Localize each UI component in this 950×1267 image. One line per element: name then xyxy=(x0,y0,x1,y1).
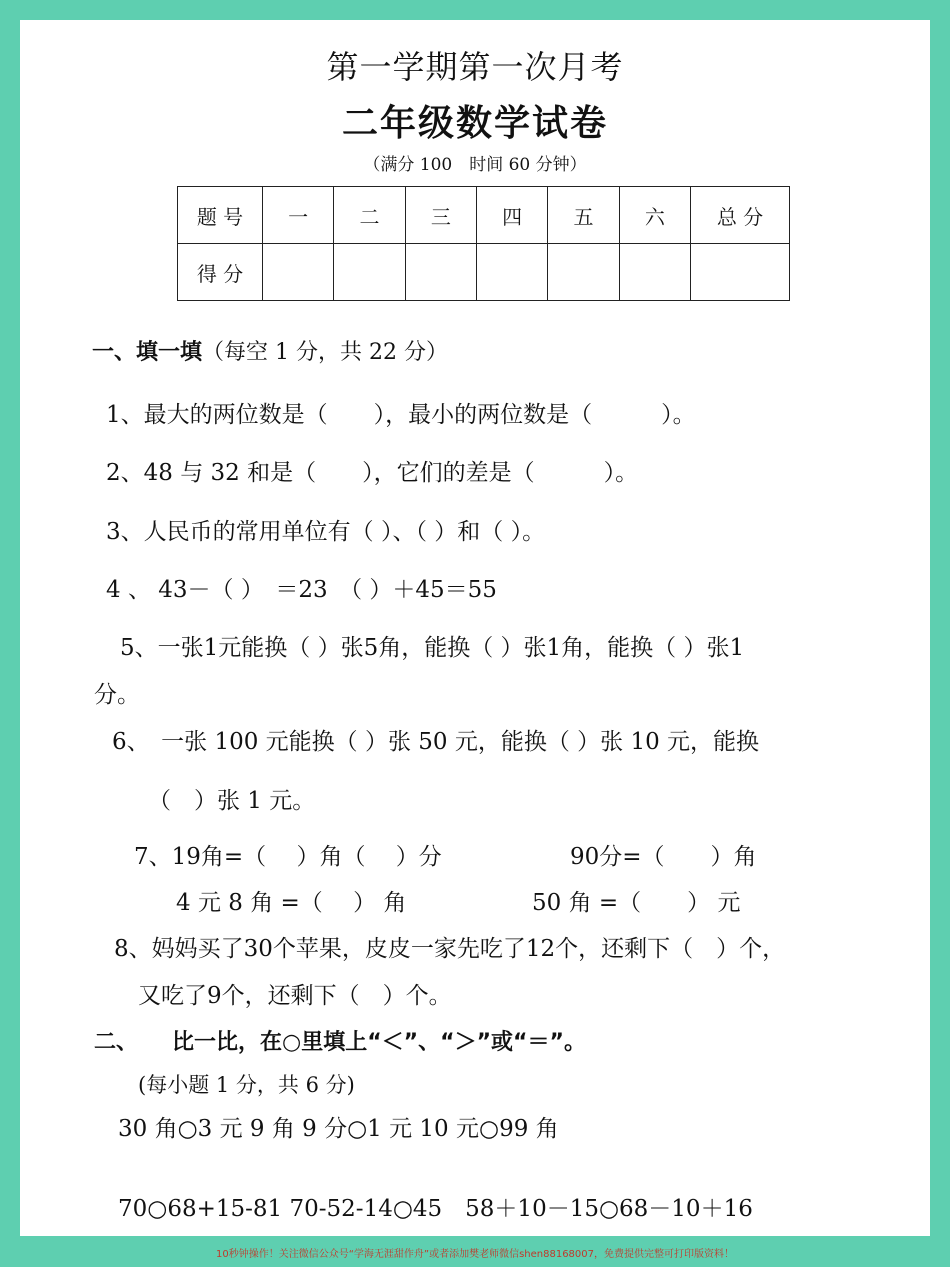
question-8-line2: 又吃了9个，还剩下（ ）个。 xyxy=(138,983,452,1009)
question-2: 2、48 与 32 和是（ ），它们的差是（ ）。 xyxy=(106,460,639,486)
section1-title: 一、填一填 xyxy=(92,340,203,365)
score-table xyxy=(177,186,790,301)
score-cell xyxy=(548,244,619,301)
section2-note: (每小题 1 分，共 6 分) xyxy=(138,1073,355,1097)
score-header-cell: 五 xyxy=(548,187,619,244)
exam-meta: （满分 100 时间 60 分钟） xyxy=(363,155,587,175)
score-table-score-row xyxy=(178,244,790,301)
score-table-header-row xyxy=(178,187,790,244)
score-cell xyxy=(691,244,790,301)
compare-line-1: 30 角○3 元 9 角 9 分○1 元 10 元○99 角 xyxy=(118,1116,559,1142)
score-cell xyxy=(619,244,690,301)
question-6-line1: 6、 一张 100 元能换（ ）张 50 元，能换（ ）张 10 元，能换 xyxy=(112,729,760,755)
question-7-line1-left: 7、19角=（ ）角（ ）分 xyxy=(134,844,442,870)
score-cell xyxy=(334,244,405,301)
section2-number: 二、 xyxy=(94,1030,139,1055)
question-6-line2: （ ）张 1 元。 xyxy=(148,788,316,814)
question-8-line1: 8、妈妈买了30个苹果，皮皮一家先吃了12个，还剩下（ ）个， xyxy=(114,936,786,962)
section2-title: 比一比，在○里填上“＜”、“＞”或“＝”。 xyxy=(172,1030,586,1055)
score-header-cell: 四 xyxy=(476,187,547,244)
footer-note: 10秒钟操作！关注微信公众号“学海无涯甜作舟”或者添加樊老师微信shen88168007，免费提供完整可打印版资料！ xyxy=(215,1249,735,1260)
section1-note: （每空 1 分，共 22 分） xyxy=(202,340,448,365)
score-header-cell: 三 xyxy=(405,187,476,244)
exam-subtitle: 第一学期第一次月考 xyxy=(326,48,624,86)
question-7-line1-right: 90分=（ ）角 xyxy=(570,844,757,870)
score-header-cell: 一 xyxy=(263,187,334,244)
question-1: 1、最大的两位数是（ ），最小的两位数是（ ）。 xyxy=(106,402,696,428)
score-cell xyxy=(476,244,547,301)
question-5-line1: 5、一张1元能换（ ）张5角，能换（ ）张1角，能换（ ）张1 xyxy=(120,635,745,661)
question-7-line2-right: 50 角 =（ ） 元 xyxy=(532,890,741,916)
question-4: 4 、 43－（ ） ＝23 （ ）＋45＝55 xyxy=(106,577,497,603)
score-header-cell: 总 分 xyxy=(691,187,790,244)
question-3: 3、人民币的常用单位有（ ）、（ ）和（ ）。 xyxy=(106,519,546,545)
exam-paper xyxy=(20,20,930,1236)
section1-heading xyxy=(92,335,448,366)
score-header-cell: 题 号 xyxy=(178,187,263,244)
score-header-cell: 六 xyxy=(619,187,690,244)
score-header-cell: 二 xyxy=(334,187,405,244)
question-7-line2-left: 4 元 8 角 =（ ） 角 xyxy=(176,890,407,916)
question-5-line2: 分。 xyxy=(94,682,140,708)
score-cell xyxy=(263,244,334,301)
compare-line-2: 70○68+15-81 70-52-14○45 58＋10－15○68－10＋16 xyxy=(118,1196,753,1222)
exam-title: 二年级数学试卷 xyxy=(341,103,608,144)
score-row-label: 得 分 xyxy=(178,244,263,301)
score-cell xyxy=(405,244,476,301)
